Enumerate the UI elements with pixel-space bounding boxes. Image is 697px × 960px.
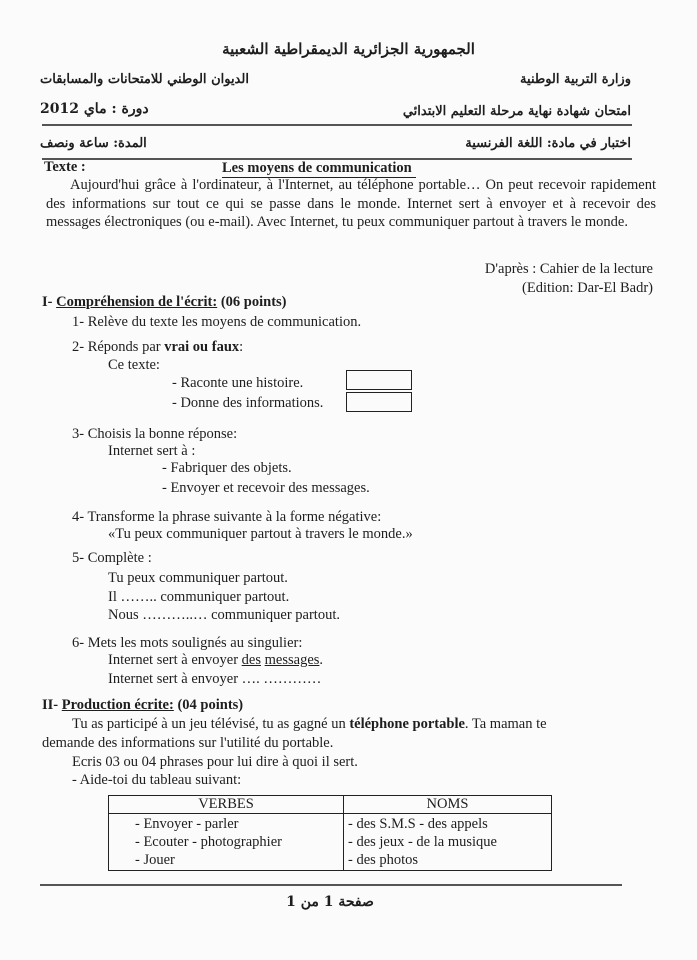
subject: اختبار في مادة: اللغة الفرنسية [465,136,631,151]
p2-text: Tu as participé à un jeu télévisé, tu as gagné un [72,716,350,732]
part2-line-2: demande des informations sur l'utilité du portable. [42,735,334,751]
q3-option-2: - Envoyer et recevoir des messages. [162,480,370,496]
reading-passage: Aujourd'hui grâce à l'ordinateur, à l'Internet, au téléphone portable… On peut recevoir rapidement des informations sur tout ce qui se passe dans le monde. Internet sert à envoyer et à recevoir des messages électroniques (ou e-mail). Avec Internet, tu peux communiquer partout à travers le monde. [46,177,656,230]
duration: المدة: ساعة ونصف [40,136,147,151]
footer-divider [40,884,622,886]
header-noms: NOMS [343,796,551,814]
q2-bold: vrai ou faux [164,339,240,355]
republic-heading: الجمهورية الجزائرية الديمقراطية الشعبية [222,40,475,58]
q5-line-2: Il …….. communiquer partout. [108,589,290,605]
part2-title: Production écrite: [61,697,174,713]
q2-option-2: - Donne des informations. [172,395,324,411]
part2-heading [42,697,243,714]
question-6: 6- Mets les mots soulignés au singulier: [72,635,303,651]
question-5: 5- Complète : [72,550,152,566]
session: دورة : ماي 2012 [40,101,149,117]
nouns-cell [343,814,551,871]
q2-sub: Ce texte: [108,357,160,373]
q3-option-1: - Fabriquer des objets. [162,460,292,476]
part1-points: (06 points) [217,294,287,310]
edition: (Edition: Dar-El Badr) [522,280,653,296]
text-title: Les moyens de communication [222,160,416,178]
divider [42,124,632,126]
part1-heading [42,294,287,311]
part2-line-1 [72,716,547,733]
ministry: وزارة التربية الوطنية [520,72,631,87]
verb-item: - Ecouter - photographier [135,834,282,850]
q6-line-2: Internet sert à envoyer …. ………… [108,671,322,687]
q6-period: . [319,652,324,668]
part2-prefix: II- [42,697,62,713]
answer-box-1[interactable] [346,370,412,390]
underlined-messages: messages [264,652,320,668]
question-3: 3- Choisis la bonne réponse: [72,426,238,442]
p2-bold: téléphone portable [349,716,465,732]
answer-box-2[interactable] [346,392,412,412]
q5-line-3: Nous ………..… communiquer partout. [108,607,340,623]
exam-name: امتحان شهادة نهاية مرحلة التعليم الابتدائي [402,104,631,119]
question-2 [72,339,243,356]
q2-option-1: - Raconte une histoire. [172,375,304,391]
text-label: Texte : [44,159,86,175]
noun-item: - des S.M.S - des appels [347,816,488,832]
q4-sentence: «Tu peux communiquer partout à travers le monde.» [108,526,413,542]
verb-item: - Jouer [135,852,175,868]
noun-item: - des jeux - de la musique [347,834,497,850]
q5-line-1: Tu peux communiquer partout. [108,570,288,586]
part2-line-4: - Aide-toi du tableau suivant: [72,772,242,788]
noun-item: - des photos [347,852,419,868]
source: D'après : Cahier de la lecture [484,261,653,277]
verbs-cell [109,814,344,871]
part1-prefix: I- [42,294,57,310]
q6-text: Internet sert à envoyer [108,652,242,668]
q6-line-1 [108,652,323,669]
q2-text: 2- Réponds par [72,339,165,355]
question-1: 1- Relève du texte les moyens de communication. [72,314,362,330]
part2-points: (04 points) [173,697,244,713]
helper-table [108,795,552,871]
table-row [109,814,552,871]
question-4: 4- Transforme la phrase suivante à la forme négative: [72,509,382,525]
q2-colon: : [239,339,244,355]
underlined-des: des [241,652,262,668]
exam-office: الديوان الوطني للامتحانات والمسابقات [40,72,249,87]
part2-line-3: Ecris 03 ou 04 phrases pour lui dire à quoi il sert. [72,754,358,770]
verb-item: - Envoyer - parler [135,816,239,832]
p2-text-end: . Ta maman te [464,716,547,732]
page-number: صفحة 1 من 1 [286,894,374,910]
table-header-row [109,796,552,814]
q3-sub: Internet sert à : [108,443,196,459]
part1-title: Compréhension de l'écrit: [56,294,218,310]
header-verbes: VERBES [109,796,344,814]
